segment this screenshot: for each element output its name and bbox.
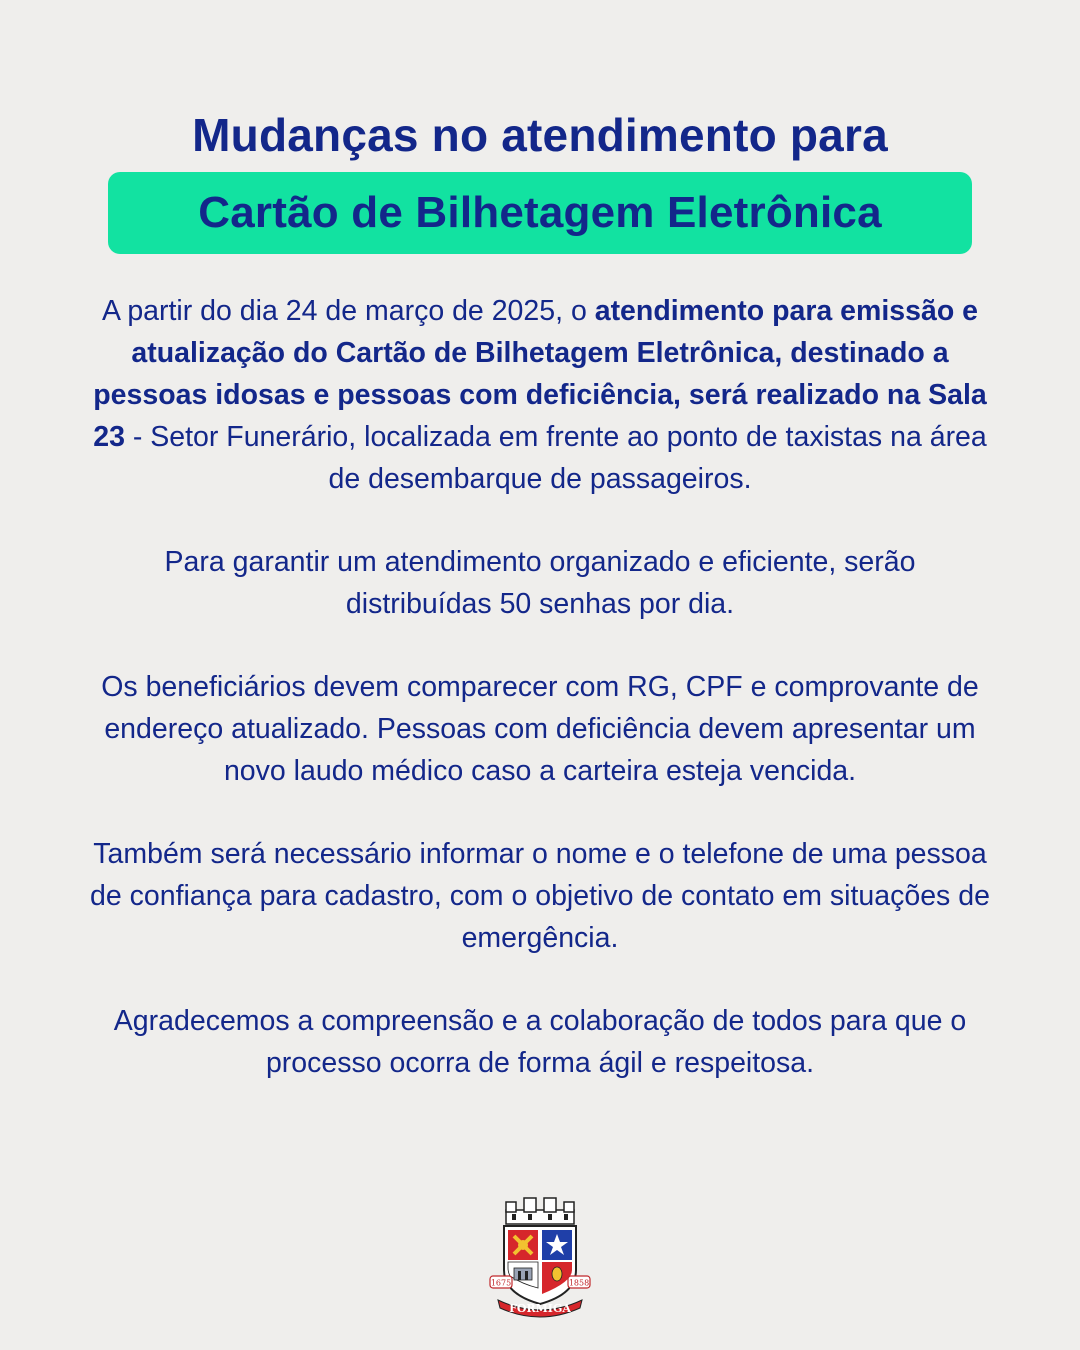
- paragraph-documents: Os beneficiários devem comparecer com RG, CPF e comprovante de endereço atualizado. Pessoas com deficiência devem apresentar um novo laudo médico caso a carteira esteja vencida.: [101, 671, 979, 787]
- paragraph-location: [90, 290, 990, 500]
- announcement-body: [90, 290, 990, 1125]
- paragraph-thanks: Agradecemos a compreensão e a colaboração de todos para que o processo ocorra de forma ágil e respeitosa.: [113, 1005, 967, 1079]
- subtitle-highlight: [108, 172, 972, 254]
- crest-year-left: 1675: [490, 1278, 512, 1288]
- crest-year-right: 1858: [568, 1278, 590, 1288]
- paragraph-tickets: Para garantir um atendimento organizado e eficiente, serão distribuídas 50 senhas por dia.: [164, 546, 916, 620]
- paragraph-location-rest: - Setor Funerário, localizada em frente ao ponto de taxistas na área de desembarque de passageiros.: [124, 421, 987, 495]
- paragraph-location-bold: atendimento para emissão e atualização do Cartão de Bilhetagem Eletrônica, destinado a pessoas idosas e pessoas com deficiência, será realizado na Sala 23: [93, 295, 987, 453]
- paragraph-contact: Também será necessário informar o nome e o telefone de uma pessoa de confiança para cadastro, com o objetivo de contato em situações de emergência.: [90, 838, 990, 954]
- page-subtitle: Cartão de Bilhetagem Eletrônica: [198, 188, 882, 237]
- crest-city-name: FORMIGA: [509, 1302, 571, 1315]
- paragraph-location-intro: A partir do dia 24 de março de 2025, o: [101, 295, 595, 327]
- page-title: Mudanças no atendimento para: [192, 109, 888, 161]
- formiga-coat-of-arms-icon: [488, 1196, 592, 1320]
